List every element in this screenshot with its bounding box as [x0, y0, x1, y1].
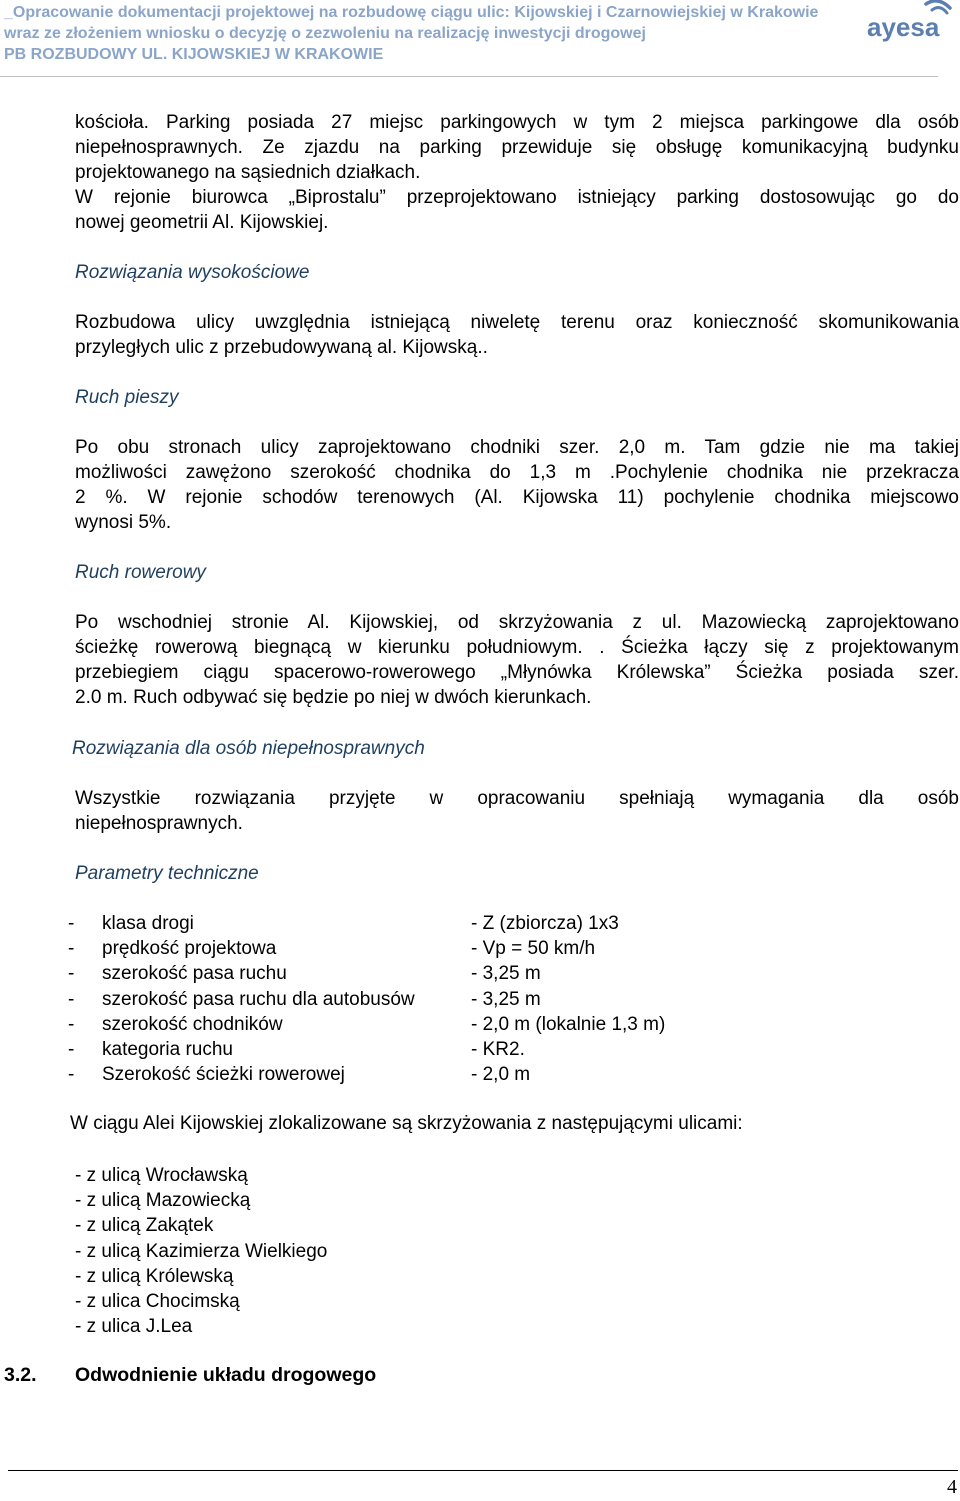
list-item: - z ulicą Zakątek — [75, 1215, 214, 1237]
list-item: - z ulicą Królewską — [75, 1265, 234, 1287]
ayesa-logo — [866, 0, 956, 42]
footer-rule — [8, 1470, 958, 1471]
list-item: - z ulicą Kazimierza Wielkiego — [75, 1240, 328, 1262]
body-text — [72, 110, 959, 886]
heading-ruch-rowerowy: Ruch rowerowy — [75, 562, 206, 583]
list-item: - z ulicą Wrocławską — [75, 1165, 248, 1186]
paragraph-ruch-rowerowy: Po wschodniej stronie Al. Kijowskiej, od skrzyżowania z ul. Mazowiecką zaprojektowano ścieżkę rowerową biegnącą w kierunku południowym. . Ścieżka łączy się z projektowanym przebiegiem ciągu spacerowo-rowerowego „Młynówka Królewska” Ścieżka posiada szer. 2.0 m. Ruch odbywać się będzie po niej w dwóch kierunkach. — [75, 612, 959, 708]
list-item: - z ulicą Mazowiecką — [75, 1190, 251, 1212]
section-number: 3.2. — [4, 1364, 37, 1386]
heading-niepelnosprawnych: Rozwiązania dla osób niepełnosprawnych — [72, 738, 425, 759]
streets-intro: W ciągu Alei Kijowskiej zlokalizowane są skrzyżowania z następującymi ulicami: — [70, 1113, 743, 1134]
header-line-3: PB ROZBUDOWY UL. KIJOWSKIEJ W KRAKOWIE — [4, 46, 384, 63]
header-line-1: _Opracowanie dokumentacji projektowej na rozbudowę ciągu ulic: Kijowskiej i Czarnowiejskiej w Krakowie — [4, 4, 819, 21]
paragraph-ruch-pieszy: Po obu stronach ulicy zaprojektowano chodniki szer. 2,0 m. Tam gdzie nie ma takiej możliwości zawężono szerokość chodnika do 1,3 m .Pochylenie chodnika nie przekracza 2 %. W rejonie schodów terenowych (Al. Kijowska 11) pochylenie chodnika miejscowo wynosi 5%. — [75, 437, 959, 533]
header-rule — [0, 76, 938, 77]
paragraph-wysokosciowe: Rozbudowa ulicy uwzględnia istniejącą niweletę terenu oraz konieczność skomunikowania przyległych ulic z przebudowywaną al. Kijowską.. — [75, 312, 959, 358]
page-number: 4 — [947, 1476, 957, 1498]
paragraph-parking: kościoła. Parking posiada 27 miejsc parkingowych w tym 2 miejsca parkingowe dla osób niepełnosprawnych. Ze zjazdu na parking przewiduje się obsługę komunikacyjną budynku projektowanego na sąsiednich działkach. — [75, 112, 959, 183]
list-item: - z ulica Chocimską — [75, 1291, 240, 1313]
paragraph-niepelnosprawnych: Wszystkie rozwiązania przyjęte w opracowaniu spełniają wymagania dla osób niepełnosprawnych. — [75, 788, 959, 834]
streets-list — [75, 1163, 327, 1339]
heading-parametry: Parametry techniczne — [75, 863, 259, 884]
heading-ruch-pieszy: Ruch pieszy — [75, 387, 179, 408]
paragraph-biprostal: W rejonie biurowca „Biprostalu” przeprojektowano istniejący parking dostosowując go do nowej geometrii Al. Kijowskiej. — [75, 187, 959, 233]
section-title: Odwodnienie układu drogowego — [75, 1364, 377, 1386]
header-line-2: wraz ze złożeniem wniosku o decyzję o zezwoleniu na realizację inwestycji drogowej — [4, 25, 646, 42]
logo-text: ayesa — [867, 12, 940, 42]
document-header — [4, 2, 844, 65]
list-item: - z ulica J.Lea — [75, 1316, 193, 1338]
section-heading — [4, 1363, 376, 1388]
heading-wysokosciowe: Rozwiązania wysokościowe — [75, 262, 310, 283]
